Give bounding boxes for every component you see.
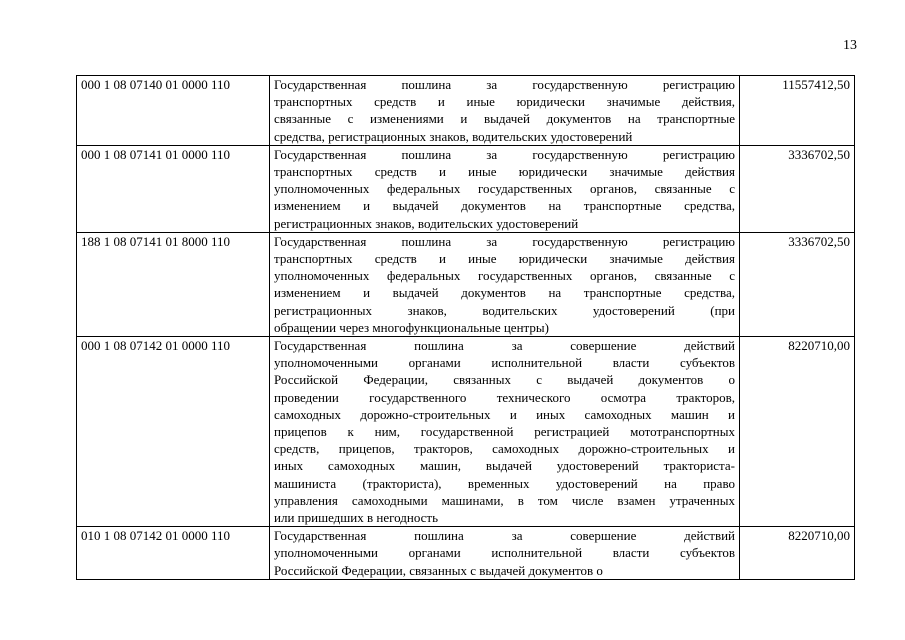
description-line: проведении государственного технического осмотра тракторов, — [274, 389, 735, 405]
table-body — [77, 76, 855, 580]
budget-code-cell: 000 1 08 07140 01 0000 110 — [77, 76, 270, 146]
description-line: управления самоходными машинами, в том числе взамен утраченных — [274, 492, 735, 508]
description-line: обращении через многофункциональные центры) — [274, 319, 549, 335]
amount-cell: 3336702,50 — [740, 145, 855, 232]
description-line: регистрационных знаков, водительских удостоверений — [274, 215, 579, 231]
description-line: Российской Федерации, связанных с выдачей документов о — [274, 372, 735, 388]
description-line: транспортных средств и иные юридически значимые действия, — [274, 94, 735, 110]
description-line: средств, прицепов, тракторов, самоходных дорожно-строительных и — [274, 441, 735, 457]
amount-cell: 8220710,00 — [740, 527, 855, 580]
amount-cell: 8220710,00 — [740, 337, 855, 527]
description-line: или пришедших в негодность — [274, 510, 439, 526]
table-row — [77, 527, 855, 580]
description-line: Российской Федерации, связанных с выдачей документов о — [274, 562, 603, 578]
description-cell — [270, 337, 740, 527]
budget-revenue-table — [76, 75, 855, 580]
description-line: средства, регистрационных знаков, водительских удостоверений — [274, 128, 633, 144]
description-line: транспортных средств и иные юридически значимые действия — [274, 251, 735, 267]
description-line: изменением и выдачей документов на транспортные средства, — [274, 198, 735, 214]
budget-code-cell: 000 1 08 07142 01 0000 110 — [77, 337, 270, 527]
description-line: Государственная пошлина за государственную регистрацию — [274, 233, 735, 249]
table-row — [77, 145, 855, 232]
page-number: 13 — [843, 38, 857, 53]
description-line: иных самоходных машин, выдачей удостоверений тракториста- — [274, 458, 735, 474]
description-line: уполномоченными органами исполнительной власти субъектов — [274, 355, 735, 371]
amount-cell: 3336702,50 — [740, 232, 855, 336]
table-row — [77, 76, 855, 146]
description-line: транспортных средств и иные юридически значимые действия — [274, 164, 735, 180]
description-line: изменением и выдачей документов на транспортные средства, — [274, 285, 735, 301]
description-line: Государственная пошлина за совершение действий — [274, 338, 735, 354]
description-cell — [270, 145, 740, 232]
table-row — [77, 337, 855, 527]
table-row — [77, 232, 855, 336]
description-cell — [270, 527, 740, 580]
description-line: связанные с изменениями и выдачей документов на транспортные — [274, 111, 735, 127]
description-line: машиниста (тракториста), временных удостоверений на право — [274, 475, 735, 491]
budget-code-cell: 000 1 08 07141 01 0000 110 — [77, 145, 270, 232]
description-line: регистрационных знаков, водительских удостоверений (при — [274, 302, 735, 318]
description-line: Государственная пошлина за государственную регистрацию — [274, 77, 735, 92]
description-line: прицепов к ним, государственной регистрацией мототранспортных — [274, 424, 735, 440]
description-cell — [270, 232, 740, 336]
description-line: самоходных дорожно-строительных и иных самоходных машин и — [274, 406, 735, 422]
amount-cell: 11557412,50 — [740, 76, 855, 146]
description-line: Государственная пошлина за совершение действий — [274, 528, 735, 544]
description-line: уполномоченных федеральных государственных органов, связанные с — [274, 181, 735, 197]
description-line: Государственная пошлина за государственную регистрацию — [274, 146, 735, 162]
budget-code-cell: 010 1 08 07142 01 0000 110 — [77, 527, 270, 580]
description-line: уполномоченных федеральных государственных органов, связанные с — [274, 268, 735, 284]
description-line: уполномоченными органами исполнительной власти субъектов — [274, 545, 735, 561]
description-cell — [270, 76, 740, 146]
budget-code-cell: 188 1 08 07141 01 8000 110 — [77, 232, 270, 336]
